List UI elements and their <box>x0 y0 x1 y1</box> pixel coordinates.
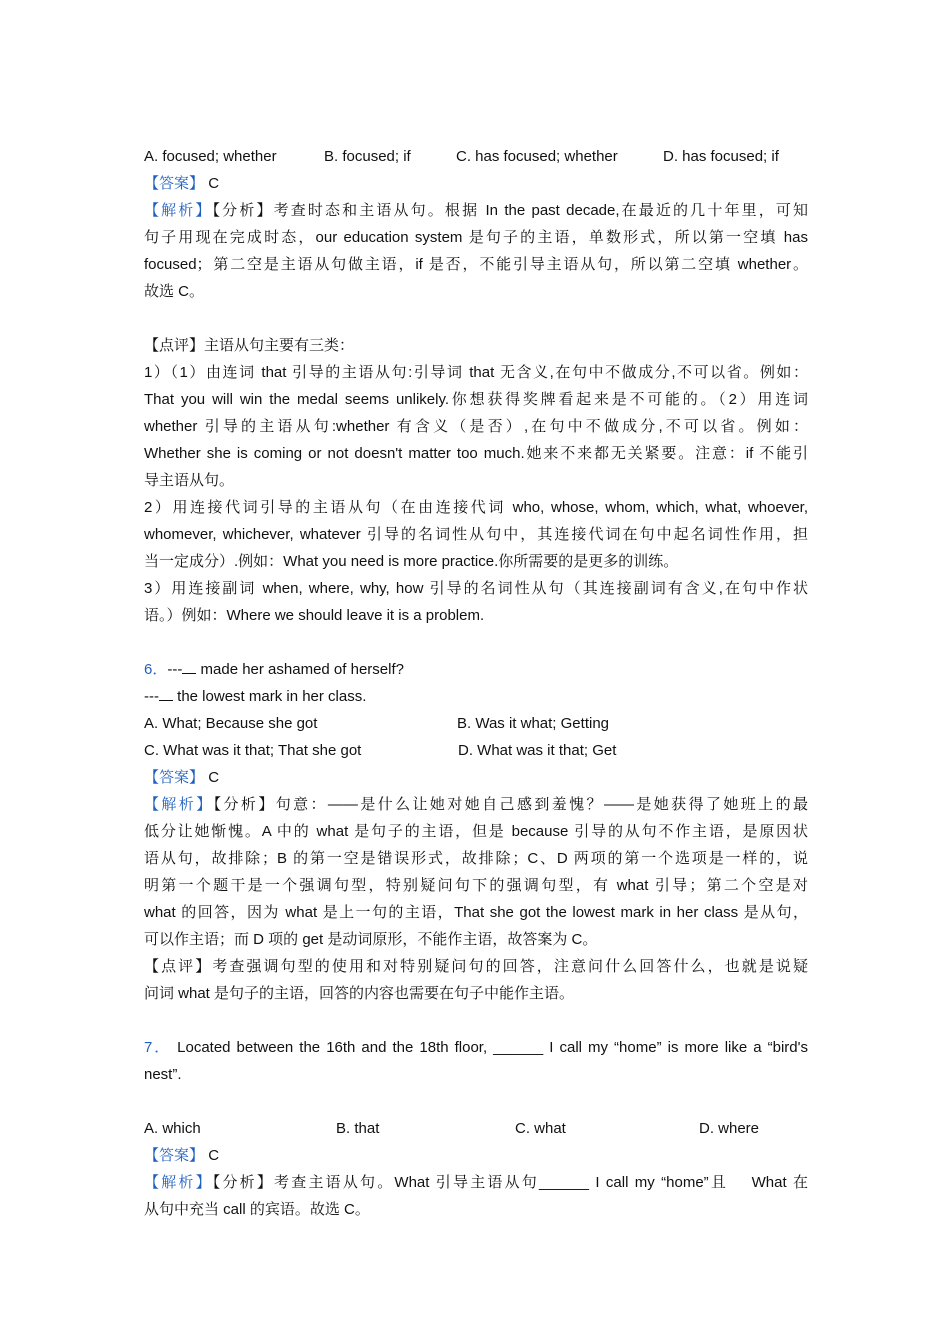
q5-option-c: C. has focused; whether <box>456 148 618 165</box>
q5-analysis-line <box>144 197 808 224</box>
q5-analysis-line: 句子用现在完成时态，our education system 是句子的主语，单数形式，所以第一空填 has <box>144 229 808 246</box>
q6-comment-line: 【点评】考查强调句型的使用和对特别疑问句的回答，注意问什么回答什么，也就是说疑 <box>144 958 808 975</box>
q5-option-d: D. has focused; if <box>663 148 779 165</box>
q5-comment-line: 【点评】主语从句主要有三类： <box>144 337 355 354</box>
q6-comment-line: 问词 what 是句子的主语，回答的内容也需要在句子中能作主语。 <box>144 985 575 1002</box>
q7-option-d: D. where <box>699 1120 760 1137</box>
answer-value: C <box>208 175 220 192</box>
q5-comment-line: 当一定成分）.例如：What you need is more practice.你所需要的是更多的训练。 <box>144 553 679 570</box>
analysis-tag: 【解析】 <box>144 202 213 219</box>
spacer <box>144 305 808 332</box>
reply-text: the lowest mark in her class. <box>173 688 367 705</box>
answer-value: C <box>208 769 220 786</box>
answer-blank <box>159 687 173 701</box>
stem-text: Located between the 16th and the 18th floor, ______ I call my “home” is more like a “bird's <box>171 1039 808 1056</box>
q7-answer <box>144 1142 808 1169</box>
q7-stem <box>144 1034 808 1061</box>
q5-option-b: B. focused; if <box>324 148 411 165</box>
q5-comment-line: That you will win the medal seems unlikely.你想获得奖牌看起来是不可能的。（2）用连词 <box>144 391 808 408</box>
q6-option-c: C. What was it that; That she got <box>144 742 362 759</box>
dash-prefix: --- <box>167 661 183 678</box>
question-number: 6． <box>144 661 168 678</box>
answer-blank <box>182 660 196 674</box>
q6-stem <box>144 656 808 683</box>
q5-comment-line: 1）（1）由连词 that 引导的主语从句:引导词 that 无含义,在句中不做成分,不可以省。例如： <box>144 364 808 381</box>
q7-stem-cont: nest”. <box>144 1066 182 1083</box>
q6-analysis-line <box>144 791 808 818</box>
analysis-tag: 【解析】 <box>144 1174 213 1191</box>
q5-option-a: A. focused; whether <box>144 148 277 165</box>
spacer <box>144 629 808 656</box>
q6-options-row2 <box>144 737 808 764</box>
q6-option-b: B. Was it what; Getting <box>457 715 609 732</box>
q6-analysis-line: 低分让她惭愧。A 中的 what 是句子的主语，但是 because 引导的从句不作主语，是原因状 <box>144 823 808 840</box>
q7-option-b: B. that <box>336 1120 380 1137</box>
q5-answer <box>144 170 808 197</box>
q6-analysis-line: 语从句，故排除；B 的第一空是错误形式，故排除；C、D 两项的第一个选项是一样的，说 <box>144 850 808 867</box>
answer-tag: 【答案】 <box>144 769 205 786</box>
spacer <box>144 1007 808 1034</box>
q6-analysis-line: 明第一个题干是一个强调句型，特别疑问句下的强调句型，有 what 引导；第二个空是对 <box>144 877 808 894</box>
q5-comment-line: Whether she is coming or not doesn't matter too much.她来不来都无关紧要。注意：if 不能引 <box>144 445 808 462</box>
q5-comment-line: 语。）例如：Where we should leave it is a problem. <box>144 607 485 624</box>
document-content <box>144 143 808 1223</box>
q7-options <box>144 1115 808 1142</box>
answer-value: C <box>208 1147 220 1164</box>
q6-option-a: A. What; Because she got <box>144 715 318 732</box>
q6-options-row1 <box>144 710 808 737</box>
q5-comment-line: whether 引导的主语从句:whether 有含义（是否）,在句中不做成分,不可以省。例如： <box>144 418 808 435</box>
analysis-text: 【分析】句意：——是什么让她对她自己感到羞愧？——是她获得了她班上的最 <box>213 796 808 813</box>
analysis-text: 【分析】考查时态和主语从句。根据 In the past decade,在最近的几十年里，可知 <box>212 202 808 219</box>
stem-text: made her ashamed of herself? <box>196 661 404 678</box>
analysis-text: 【分析】考查主语从句。What 引导主语从句______ I call my “home”且 What 在 <box>212 1174 808 1191</box>
q5-comment-line: whomever, whichever, whatever 引导的名词性从句中，其连接代词在句中起名词性作用，担 <box>144 526 808 543</box>
q6-reply <box>144 683 808 710</box>
q7-option-a: A. which <box>144 1120 201 1137</box>
q6-analysis-line: what 的回答，因为 what 是上一句的主语，That she got the lowest mark in her class 是从句， <box>144 904 808 921</box>
q5-options <box>144 143 808 170</box>
q5-comment-line: 导主语从句。 <box>144 472 235 489</box>
q5-comment-line: 3）用连接副词 when, where, why, how 引导的名词性从句（其连接副词有含义,在句中作状 <box>144 580 808 597</box>
q6-answer <box>144 764 808 791</box>
answer-tag: 【答案】 <box>144 1147 205 1164</box>
q6-option-d: D. What was it that; Get <box>458 742 617 759</box>
dash-prefix: --- <box>144 688 159 705</box>
q5-analysis-line: focused；第二空是主语从句做主语，if 是否，不能引导主语从句，所以第二空填 whether。 <box>144 256 808 273</box>
q7-option-c: C. what <box>515 1120 566 1137</box>
analysis-tag: 【解析】 <box>144 796 214 813</box>
q5-comment-line: 2）用连接代词引导的主语从句（在由连接代词 who, whose, whom, which, what, whoever, <box>144 499 808 516</box>
question-number: 7． <box>144 1039 172 1056</box>
answer-tag: 【答案】 <box>144 175 205 192</box>
spacer <box>144 1088 808 1115</box>
q6-analysis-line: 可以作主语；而 D 项的 get 是动词原形，不能作主语，故答案为 C。 <box>144 931 598 948</box>
q5-analysis-line: 故选 C。 <box>144 283 205 300</box>
q7-analysis-line <box>144 1169 808 1196</box>
q7-analysis-line: 从句中充当 call 的宾语。故选 C。 <box>144 1201 370 1218</box>
